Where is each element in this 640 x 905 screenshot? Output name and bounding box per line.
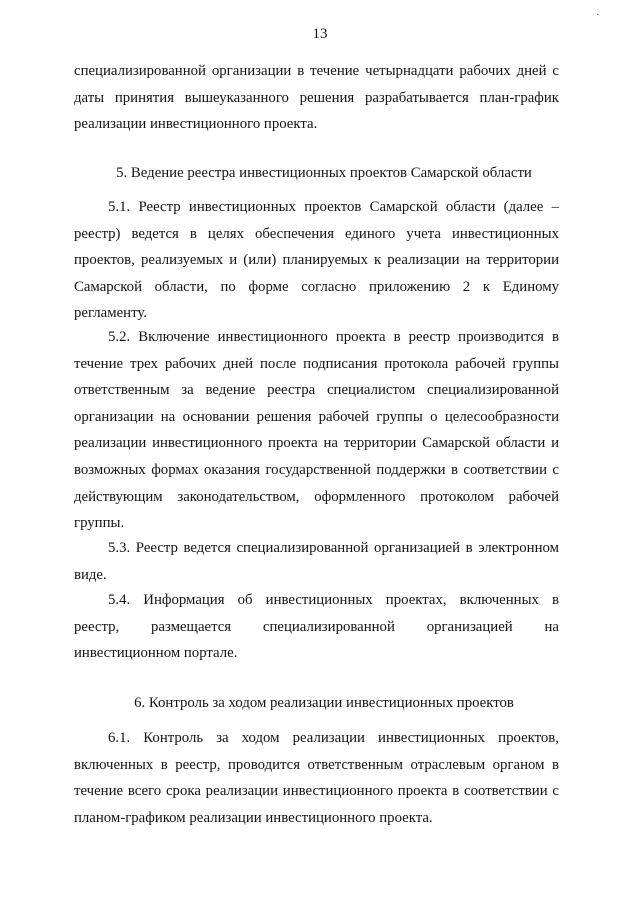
paragraph-5-1 — [74, 194, 559, 327]
text-line: организации на основании решения рабочей группы о целесообразности — [74, 408, 559, 425]
text-line: ответственным за ведение реестра специалистом специализированной — [74, 382, 559, 399]
text-line: действующим законодательством, оформленного протоколом рабочей — [74, 488, 559, 505]
text-line: проектов, реализуемых и (или) планируемых к реализации на территории — [74, 252, 559, 269]
text-line: возможных формах оказания государственной поддержки в соответствии с — [74, 461, 559, 478]
section-6-heading: 6. Контроль за ходом реализации инвестиционных проектов — [134, 695, 514, 711]
intro-paragraph — [74, 58, 559, 138]
page-number: 13 — [312, 26, 328, 42]
text-line: реализации инвестиционного проекта. — [74, 116, 318, 133]
text-line: инвестиционном портале. — [74, 645, 238, 662]
text-line: течение трех рабочих дней после подписания протокола рабочей группы — [74, 355, 559, 372]
paragraph-5-3 — [74, 535, 559, 588]
text-line: планом-графиком реализации инвестиционного проекта. — [74, 809, 433, 826]
text-line: специализированной организации в течение четырнадцати рабочих дней с — [74, 63, 559, 79]
text-line: 5.1. Реестр инвестиционных проектов Самарской области (далее – — [108, 199, 559, 215]
paragraph-5-4 — [74, 587, 559, 667]
text-line: реализации инвестиционного проекта на территории Самарской области и — [74, 435, 559, 452]
text-line: 6.1. Контроль за ходом реализации инвестиционных проектов, — [108, 730, 559, 746]
text-line: 5.4. Информация об инвестиционных проектах, включенных в — [108, 592, 559, 608]
paragraph-5-2 — [74, 324, 559, 537]
text-line: Самарской области, по форме согласно приложению 2 к Единому — [74, 278, 559, 295]
text-line: течение всего срока реализации инвестиционного проекта в соответствии с — [74, 783, 559, 800]
text-line: включенных в реестр, проводится ответственным отраслевым органом в — [74, 756, 559, 773]
paragraph-6-1 — [74, 725, 559, 831]
corner-mark: · — [596, 10, 600, 21]
text-line: виде. — [74, 566, 107, 583]
text-line: 5.3. Реестр ведется специализированной организацией в электронном — [108, 540, 559, 556]
text-line: регламенту. — [74, 305, 147, 322]
text-line: реестр) ведется в целях обеспечения единого учета инвестиционных — [74, 225, 559, 242]
text-line: 5.2. Включение инвестиционного проекта в реестр производится в — [108, 329, 559, 345]
text-line: реестр, размещается специализированной организацией на — [74, 618, 559, 635]
text-line: группы. — [74, 515, 125, 532]
section-5-heading: 5. Ведение реестра инвестиционных проектов Самарской области — [116, 165, 532, 181]
text-line: даты принятия вышеуказанного решения разрабатывается план-график — [74, 89, 559, 106]
